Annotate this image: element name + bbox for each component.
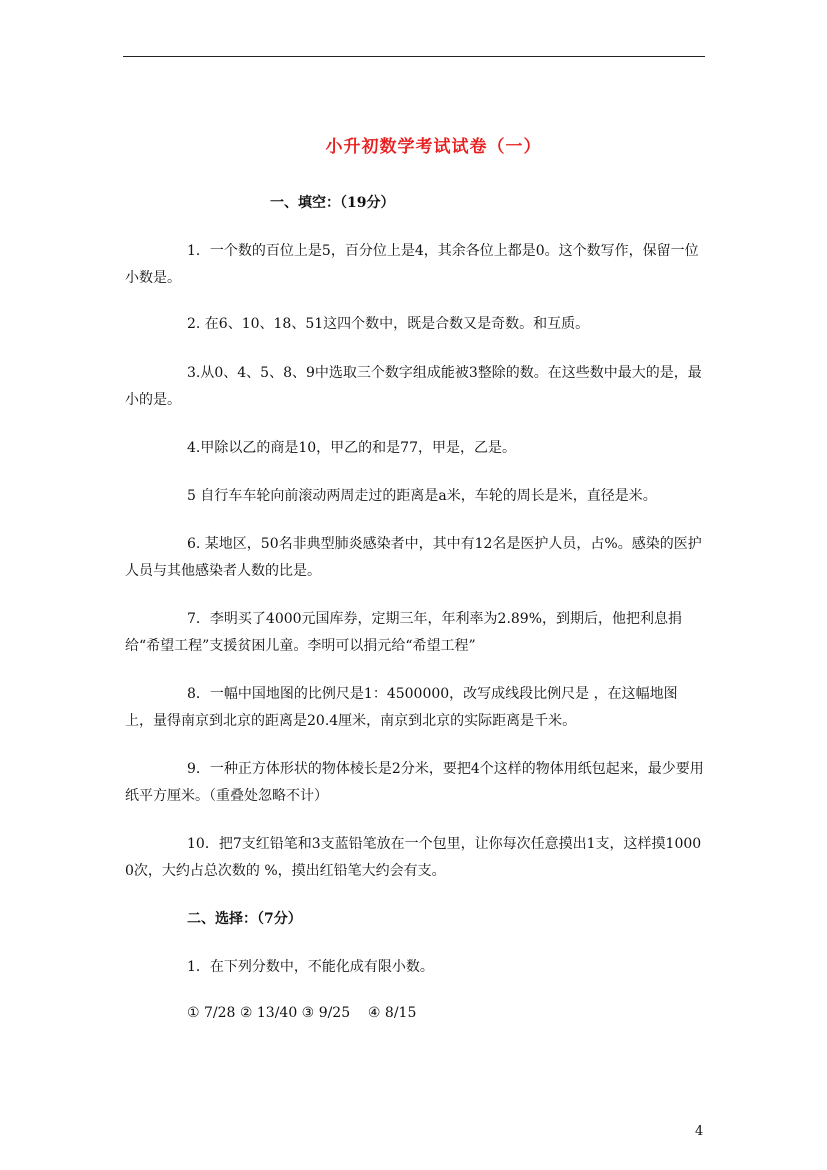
question-4: 4.甲除以乙的商是10，甲乙的和是77，甲是，乙是。 — [187, 440, 516, 456]
question-9: 9．一种正方体形状的物体棱长是2分米，要把4个这样的物体用纸包起来，最少要用纸平方厘米。（重叠处忽略不计） — [125, 761, 704, 804]
page-title: 小升初数学考试试卷（一） — [325, 137, 542, 157]
header-rule — [123, 56, 705, 57]
question-1: 1．一个数的百位上是5，百分位上是4，其余各位上都是0。这个数写作，保留一位小数是。 — [125, 243, 699, 286]
question-10: 10．把7支红铅笔和3支蓝铅笔放在一个包里，让你每次任意摸出1支，这样摸10000次，大约占总次数的 %，摸出红铅笔大约会有支。 — [125, 836, 702, 879]
question-5: 5 自行车车轮向前滚动两周走过的距离是a米，车轮的周长是米，直径是米。 — [187, 488, 657, 504]
section-heading-fill-in: 一、填空：（19分） — [270, 195, 395, 211]
question-8: 8．一幅中国地图的比例尺是1：4500000，改写成线段比例尺是 ，在这幅地图上，量得南京到北京的距离是20.4厘米，南京到北京的实际距离是千米。 — [125, 686, 678, 729]
question-3: 3.从0、4、5、8、9中选取三个数字组成能被3整除的数。在这些数中最大的是，最小的是。 — [125, 365, 702, 408]
question-2: 2. 在6、10、18、51这四个数中，既是合数又是奇数。和互质。 — [187, 316, 590, 332]
question-7: 7．李明买了4000元国库券，定期三年，年利率为2.89%，到期后，他把利息捐给“希望工程”支援贫困儿童。李明可以捐元给“希望工程” — [125, 611, 683, 654]
page-number: 4 — [695, 1124, 704, 1139]
question-6: 6. 某地区，50名非典型肺炎感染者中，其中有12名是医护人员，占%。感染的医护人员与其他感染者人数的比是。 — [125, 536, 702, 579]
choice-question-1: 1．在下列分数中，不能化成有限小数。 — [187, 959, 434, 975]
section-heading-choice: 二、选择：（7分） — [187, 911, 302, 927]
choice-options: ① 7/28 ② 13/40 ③ 9/25 ④ 8/15 — [187, 1005, 417, 1021]
